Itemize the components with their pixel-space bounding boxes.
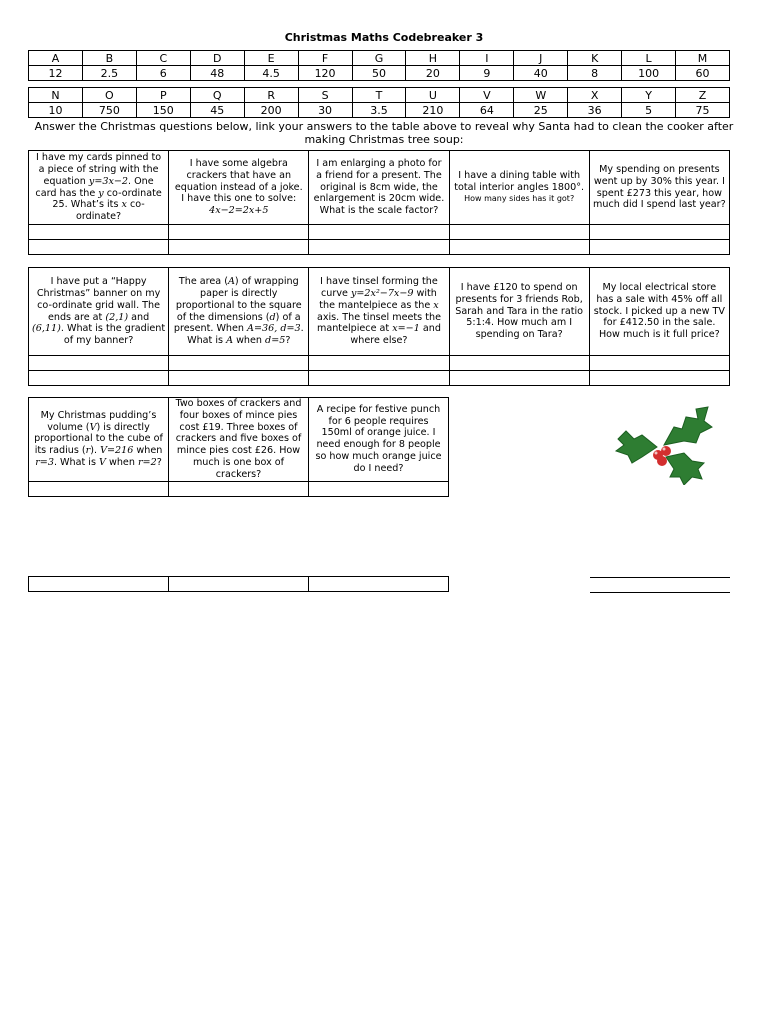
answer-line[interactable] bbox=[590, 592, 730, 593]
code-letter: T bbox=[352, 88, 406, 103]
answer-cell[interactable] bbox=[449, 356, 589, 371]
code-value: 50 bbox=[352, 66, 406, 81]
answer-row bbox=[29, 481, 449, 496]
code-value: 10 bbox=[29, 103, 83, 118]
code-value: 210 bbox=[406, 103, 460, 118]
answer-cell[interactable] bbox=[309, 225, 449, 240]
code-letter: X bbox=[568, 88, 622, 103]
question-row bbox=[29, 398, 449, 482]
letter-cell[interactable] bbox=[309, 371, 449, 386]
letter-row bbox=[29, 371, 730, 386]
code-letter: A bbox=[29, 51, 83, 66]
code-value: 750 bbox=[82, 103, 136, 118]
question-4: I have a dining table with total interior angles 1800°. How many sides has it got? bbox=[449, 151, 589, 225]
code-table-n-to-z bbox=[28, 87, 730, 118]
code-letters-row bbox=[29, 88, 730, 103]
question-3: I am enlarging a photo for a friend for a present. The original is 8cm wide, the enlargement is 20cm wide. What is the scale factor? bbox=[309, 151, 449, 225]
answer-cell[interactable] bbox=[29, 577, 169, 592]
question-11: My Christmas pudding’s volume (V) is directly proportional to the cube of its radius (r). V=216 when r=3. What is V when r=2? bbox=[29, 398, 169, 482]
question-10: My local electrical store has a sale with 45% off all stock. I picked up a new TV for £412.50 in the sale. How much is it full price? bbox=[589, 268, 729, 356]
question-6: I have put a “Happy Christmas” banner on my co-ordinate grid wall. The ends are at (2,1) and (6,11). What is the gradient of my banner? bbox=[29, 268, 169, 356]
code-letter: G bbox=[352, 51, 406, 66]
question-table-3 bbox=[28, 397, 449, 497]
code-value: 200 bbox=[244, 103, 298, 118]
answer-row bbox=[29, 577, 449, 592]
code-letter: P bbox=[136, 88, 190, 103]
code-value: 48 bbox=[190, 66, 244, 81]
code-value: 25 bbox=[514, 103, 568, 118]
answer-cell[interactable] bbox=[309, 577, 449, 592]
letter-cell[interactable] bbox=[169, 240, 309, 255]
code-letter: D bbox=[190, 51, 244, 66]
page-title: Christmas Maths Codebreaker 3 bbox=[284, 31, 484, 44]
answer-cell[interactable] bbox=[29, 356, 169, 371]
code-letter: C bbox=[136, 51, 190, 66]
instructions: Answer the Christmas questions below, link your answers to the table above to reveal why Santa had to clean the cooker after making Christmas tree soup: bbox=[34, 120, 734, 146]
code-value: 2.5 bbox=[82, 66, 136, 81]
question-row bbox=[29, 151, 730, 225]
code-letter: Z bbox=[676, 88, 730, 103]
code-letter: B bbox=[82, 51, 136, 66]
answer-cell[interactable] bbox=[29, 481, 169, 496]
code-value: 5 bbox=[622, 103, 676, 118]
answer-row bbox=[29, 225, 730, 240]
code-table-a-to-m bbox=[28, 50, 730, 81]
code-value: 30 bbox=[298, 103, 352, 118]
code-letter: R bbox=[244, 88, 298, 103]
question-13: A recipe for festive punch for 6 people requires 150ml of orange juice. I need enough for 8 people so how much orange juice do I need? bbox=[309, 398, 449, 482]
code-value: 4.5 bbox=[244, 66, 298, 81]
question-1: I have my cards pinned to a piece of string with the equation y=3x−2. One card has the y co-ordinate 25. What’s its x co-ordinate? bbox=[29, 151, 169, 225]
answer-cell[interactable] bbox=[169, 356, 309, 371]
question-table-2 bbox=[28, 267, 730, 386]
code-letter: Q bbox=[190, 88, 244, 103]
question-row bbox=[29, 268, 730, 356]
code-value: 75 bbox=[676, 103, 730, 118]
code-value: 40 bbox=[514, 66, 568, 81]
answer-cell[interactable] bbox=[169, 481, 309, 496]
letter-cell[interactable] bbox=[309, 240, 449, 255]
question-table-1 bbox=[28, 150, 730, 255]
answer-cell[interactable] bbox=[169, 577, 309, 592]
code-value: 8 bbox=[568, 66, 622, 81]
final-answer-row bbox=[28, 576, 449, 592]
answer-cell[interactable] bbox=[589, 356, 729, 371]
question-2: I have some algebra crackers that have an equation instead of a joke. I have this one to solve: 4x−2=2x+5 bbox=[169, 151, 309, 225]
question-12: Two boxes of crackers and four boxes of mince pies cost £19. Three boxes of crackers and five boxes of mince pies cost £26. How much is one box of crackers? bbox=[169, 398, 309, 482]
code-value: 12 bbox=[29, 66, 83, 81]
answer-cell[interactable] bbox=[309, 356, 449, 371]
letter-cell[interactable] bbox=[589, 371, 729, 386]
code-letter: M bbox=[676, 51, 730, 66]
code-letter: V bbox=[460, 88, 514, 103]
code-letter: U bbox=[406, 88, 460, 103]
letter-cell[interactable] bbox=[29, 371, 169, 386]
letter-cell[interactable] bbox=[589, 240, 729, 255]
letter-cell[interactable] bbox=[449, 371, 589, 386]
holly-icon bbox=[612, 405, 732, 485]
code-value: 3.5 bbox=[352, 103, 406, 118]
code-letter: H bbox=[406, 51, 460, 66]
code-letter: Y bbox=[622, 88, 676, 103]
answer-cell[interactable] bbox=[589, 225, 729, 240]
code-value: 9 bbox=[460, 66, 514, 81]
letter-cell[interactable] bbox=[169, 371, 309, 386]
code-letter: E bbox=[244, 51, 298, 66]
code-value: 36 bbox=[568, 103, 622, 118]
code-letter: W bbox=[514, 88, 568, 103]
code-letters-row bbox=[29, 51, 730, 66]
question-5: My spending on presents went up by 30% this year. I spent £273 this year, how much did I spend last year? bbox=[589, 151, 729, 225]
code-value: 60 bbox=[676, 66, 730, 81]
code-values-row bbox=[29, 66, 730, 81]
answer-line[interactable] bbox=[590, 577, 730, 578]
question-8: I have tinsel forming the curve y=2x²−7x−9 with the mantelpiece as the x axis. The tinsel meets the mantelpiece at x=−1 and where else? bbox=[309, 268, 449, 356]
answer-row bbox=[29, 356, 730, 371]
letter-row bbox=[29, 240, 730, 255]
code-value: 20 bbox=[406, 66, 460, 81]
answer-cell[interactable] bbox=[449, 225, 589, 240]
code-letter: O bbox=[82, 88, 136, 103]
code-value: 45 bbox=[190, 103, 244, 118]
code-letter: L bbox=[622, 51, 676, 66]
code-letter: N bbox=[29, 88, 83, 103]
code-value: 120 bbox=[298, 66, 352, 81]
question-9: I have £120 to spend on presents for 3 friends Rob, Sarah and Tara in the ratio 5:1:4. How much am I spending on Tara? bbox=[449, 268, 589, 356]
code-letter: F bbox=[298, 51, 352, 66]
code-value: 150 bbox=[136, 103, 190, 118]
letter-cell[interactable] bbox=[449, 240, 589, 255]
code-value: 100 bbox=[622, 66, 676, 81]
answer-cell[interactable] bbox=[29, 225, 169, 240]
code-letter: S bbox=[298, 88, 352, 103]
code-value: 6 bbox=[136, 66, 190, 81]
code-letter: K bbox=[568, 51, 622, 66]
question-7: The area (A) of wrapping paper is directly proportional to the square of the dimensions (d) of a present. When A=36, d=3. What is A when d=5? bbox=[169, 268, 309, 356]
code-value: 64 bbox=[460, 103, 514, 118]
letter-cell[interactable] bbox=[29, 240, 169, 255]
code-values-row bbox=[29, 103, 730, 118]
answer-cell[interactable] bbox=[309, 481, 449, 496]
answer-cell[interactable] bbox=[169, 225, 309, 240]
code-letter: I bbox=[460, 51, 514, 66]
code-letter: J bbox=[514, 51, 568, 66]
